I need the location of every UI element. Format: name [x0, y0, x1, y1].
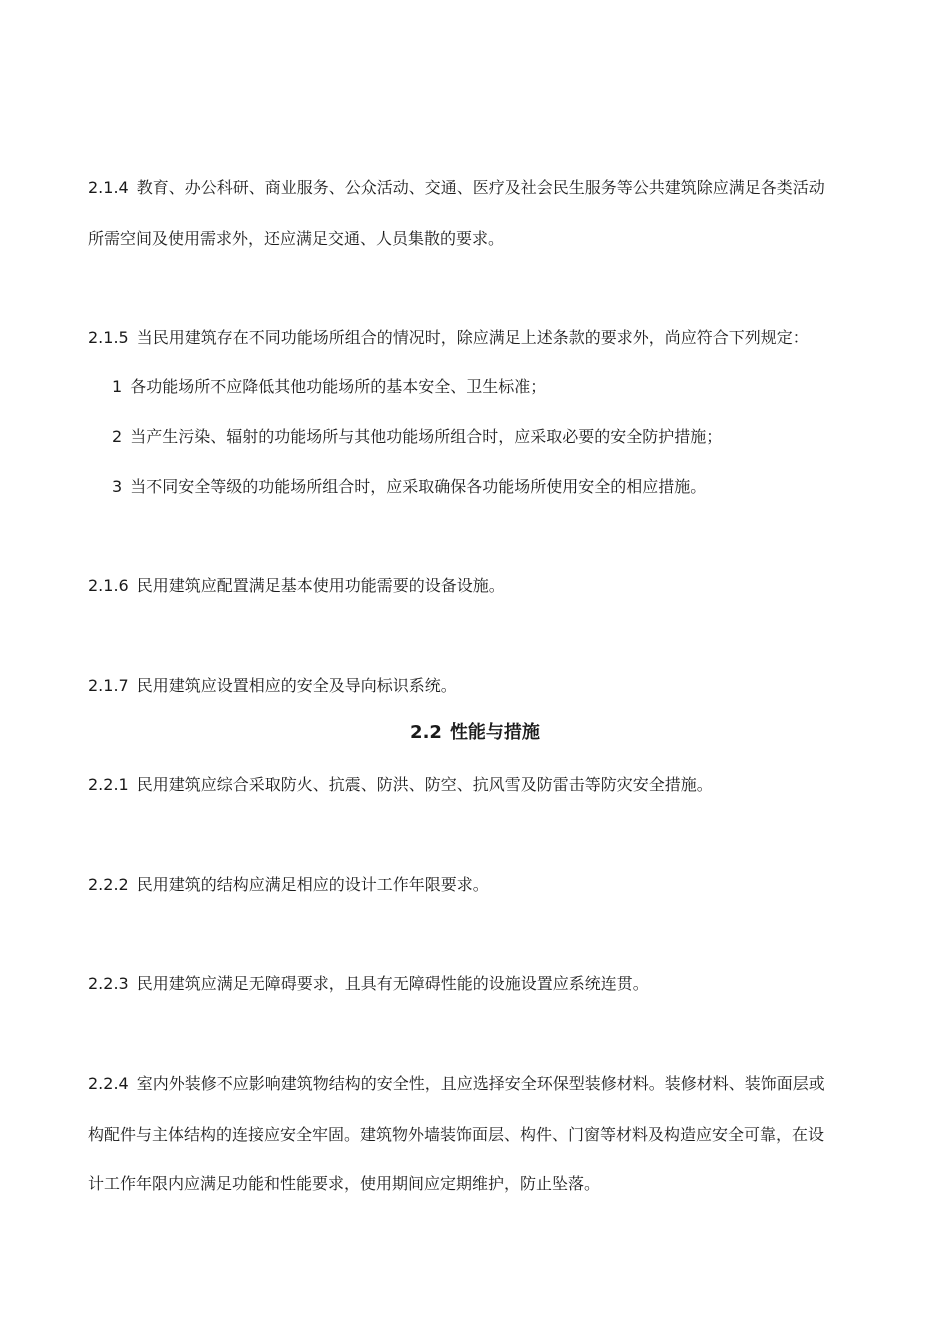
clause-number: 2.1.5 — [88, 328, 129, 347]
clause-text: 民用建筑的结构应满足相应的设计工作年限要求。 — [136, 875, 489, 894]
clause-2-2-4-line-3 — [88, 1174, 600, 1194]
clause-2-2-3 — [88, 974, 649, 994]
item-text: 当产生污染、辐射的功能场所与其他功能场所组合时，应采取必要的安全防护措施； — [130, 427, 723, 446]
item-number: 3 — [112, 477, 123, 496]
item-number: 2 — [112, 427, 123, 446]
clause-2-1-5-item-3 — [112, 477, 706, 497]
clause-number: 2.2.4 — [88, 1074, 129, 1093]
clause-text: 室内外装修不应影响建筑物结构的安全性，且应选择安全环保型装修材料。装修材料、装饰面层或 — [136, 1074, 825, 1093]
clause-2-1-7 — [88, 676, 457, 696]
clause-2-1-4-line-1 — [88, 178, 825, 198]
clause-number: 2.2.1 — [88, 775, 129, 794]
clause-text: 构配件与主体结构的连接应安全牢固。建筑物外墙装饰面层、构件、门窗等材料及构造应安全可靠，在设 — [88, 1125, 825, 1144]
clause-2-2-4-line-1 — [88, 1074, 825, 1094]
clause-number: 2.1.4 — [88, 178, 129, 197]
item-text: 各功能场所不应降低其他功能场所的基本安全、卫生标准； — [130, 377, 547, 396]
item-number: 1 — [112, 377, 123, 396]
section-number: 2.2 — [410, 722, 442, 743]
clause-2-1-5 — [88, 328, 809, 348]
clause-2-1-5-item-1 — [112, 377, 546, 397]
clause-number: 2.1.6 — [88, 576, 129, 595]
clause-2-1-4-line-2 — [88, 229, 504, 249]
clause-text: 教育、办公科研、商业服务、公众活动、交通、医疗及社会民生服务等公共建筑除应满足各类活动 — [136, 178, 825, 197]
clause-text: 民用建筑应配置满足基本使用功能需要的设备设施。 — [136, 576, 505, 595]
clause-number: 2.2.3 — [88, 974, 129, 993]
clause-text: 计工作年限内应满足功能和性能要求，使用期间应定期维护，防止坠落。 — [88, 1174, 601, 1193]
clause-text: 所需空间及使用需求外，还应满足交通、人员集散的要求。 — [88, 229, 505, 248]
item-text: 当不同安全等级的功能场所组合时，应采取确保各功能场所使用安全的相应措施。 — [130, 477, 707, 496]
clause-2-2-4-line-2 — [88, 1125, 824, 1145]
section-heading-2-2 — [0, 722, 950, 744]
clause-text: 当民用建筑存在不同功能场所组合的情况时，除应满足上述条款的要求外，尚应符合下列规定： — [136, 328, 809, 347]
clause-number: 2.2.2 — [88, 875, 129, 894]
clause-2-1-6 — [88, 576, 505, 596]
clause-text: 民用建筑应综合采取防火、抗震、防洪、防空、抗风雪及防雷击等防灾安全措施。 — [136, 775, 713, 794]
clause-2-1-5-item-2 — [112, 427, 722, 447]
clause-text: 民用建筑应设置相应的安全及导向标识系统。 — [136, 676, 457, 695]
clause-2-2-1 — [88, 775, 713, 795]
clause-number: 2.1.7 — [88, 676, 129, 695]
section-title: 性能与措施 — [449, 722, 540, 743]
clause-2-2-2 — [88, 875, 489, 895]
clause-text: 民用建筑应满足无障碍要求，且具有无障碍性能的设施设置应系统连贯。 — [136, 974, 649, 993]
